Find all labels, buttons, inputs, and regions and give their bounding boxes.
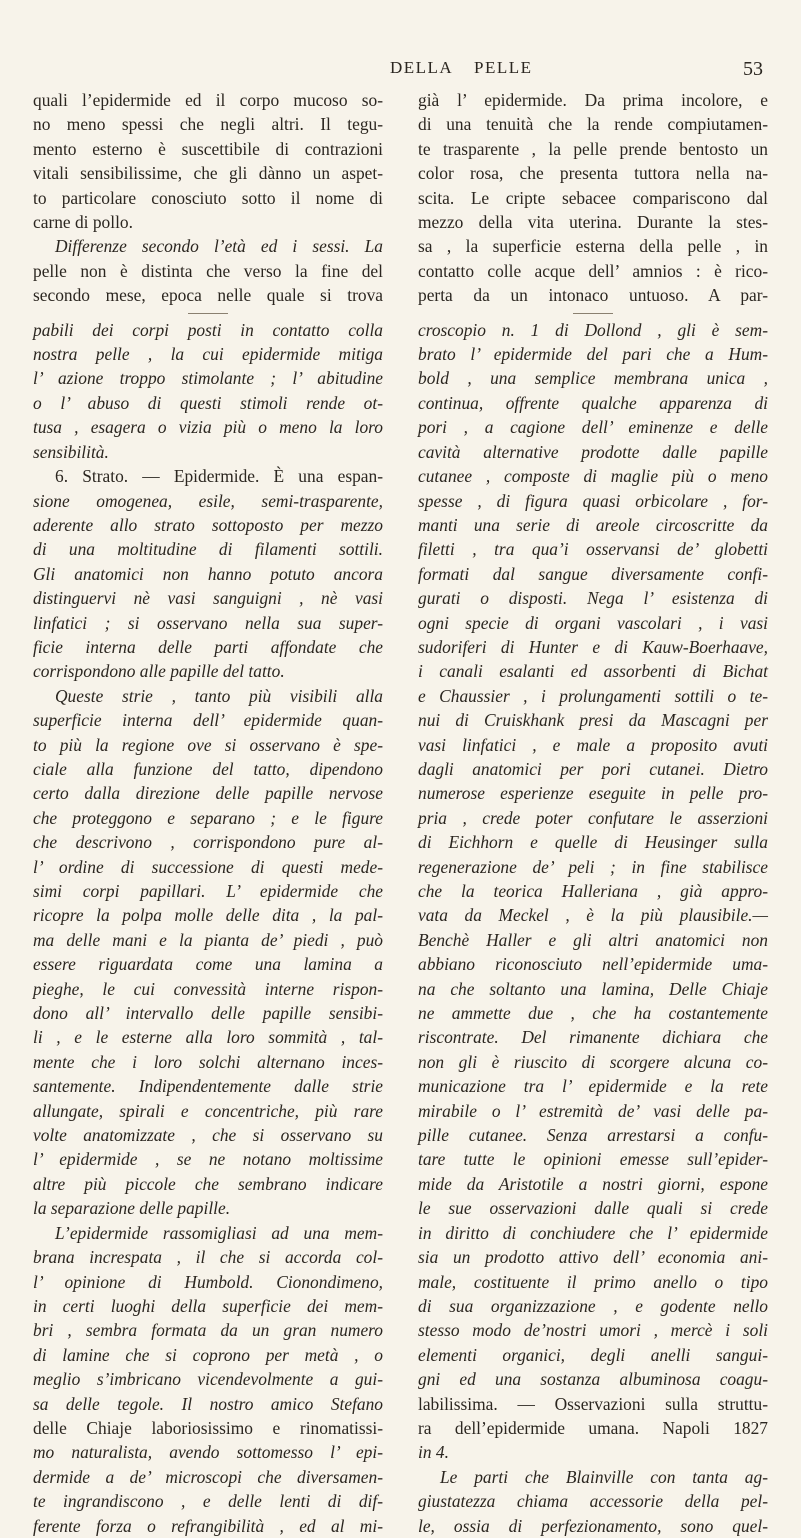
- text-line: santemente. Indipendentemente dalle strie: [33, 1076, 383, 1097]
- text-line: delle Chiaje laboriosissimo e rinomatissi-: [33, 1417, 383, 1438]
- text-line: ne ammette due , che ha costantemente: [418, 1003, 768, 1024]
- text-line: vasi linfatici , e male a proposito avuti: [418, 734, 768, 755]
- text-line: distinguervi nè vasi sanguigni , nè vasi: [33, 588, 383, 609]
- text-line: che la teorica Halleriana , già appro-: [418, 881, 768, 901]
- text-line: simi corpi papillari. L’ epidermide che: [33, 881, 383, 901]
- text-line: mirabile o l’ estremità de’ vasi delle pa-: [418, 1100, 768, 1121]
- text-line: cutanee , composte di maglie più o meno: [418, 466, 768, 487]
- text-line: di una moltitudine di filamenti sottili.: [33, 539, 383, 560]
- text-line: tare tutte le opinioni emesse sull’epider-: [418, 1149, 768, 1170]
- text-line: altre più piccole che sembrano indicare: [33, 1173, 383, 1194]
- text-line: contatto colle acque dell’ amnios : è rico-: [418, 260, 768, 281]
- text-line: scita. Le cripte sebacee compariscono dal: [418, 187, 768, 208]
- text-line: di una tenuità che la rende compiutamen-: [418, 114, 768, 135]
- text-line: li , e le esterne alla loro sommità , tal-: [33, 1027, 383, 1048]
- text-line: croscopio n. 1 di Dollond , gli è sem-: [418, 319, 768, 340]
- text-line: certo dalla direzione delle papille nervose: [33, 783, 383, 804]
- text-line: sudoriferi di Hunter e di Kauw-Boerhaave,: [418, 636, 768, 657]
- text-line: sensibilità.: [33, 441, 109, 462]
- text-line: brato l’ epidermide del pari che a Hum-: [418, 344, 768, 365]
- text-line: gni ed una sostanza albuminosa coagu-: [418, 1369, 768, 1390]
- text-line: labilissima. — Osservazioni sulla struttu-: [418, 1393, 768, 1414]
- text-line: abbiano riconosciuto nell’epidermide uma-: [418, 954, 768, 975]
- text-line: in 4.: [418, 1442, 449, 1463]
- text-line: che proteggono e separano ; e le figure: [33, 807, 383, 828]
- text-line: i canali esalanti ed assorbenti di Bichat: [418, 661, 768, 682]
- text-line: pelle non è distinta che verso la fine del: [33, 260, 383, 281]
- text-line: allungate, spirali e concentriche, più rare: [33, 1100, 383, 1121]
- text-line: te ingrandiscono , e delle lenti di dif-: [33, 1491, 383, 1512]
- text-line: ogni specie di organi vascolari , i vasi: [418, 612, 768, 633]
- text-line: municazione tra l’ epidermide e la rete: [418, 1076, 768, 1097]
- text-line: formati dal sangue diversamente confi-: [418, 563, 768, 584]
- text-line: mento esterno è suscettibile di contrazioni: [33, 138, 383, 159]
- text-line: le sue osservazioni dalle quali si crede: [418, 1198, 768, 1219]
- text-line: numerose esperienze eseguite in pelle pro-: [418, 783, 768, 804]
- text-line: bold , una semplice membrana unica ,: [418, 368, 768, 389]
- text-line: in certi luoghi della superficie dei mem-: [33, 1295, 383, 1316]
- text-line: te trasparente , la pelle prende bentosto un: [418, 138, 768, 159]
- text-line: ficie interna delle parti affondate che: [33, 636, 383, 657]
- text-line: pieghe, le cui convessità interne rispon-: [33, 978, 383, 999]
- text-line: mo naturalista, avendo sottomesso l’ epi-: [33, 1442, 383, 1463]
- text-line: pria , crede poter confutare le asserzioni: [418, 807, 768, 828]
- text-line: Differenze secondo l’età ed i sessi. La: [55, 236, 383, 257]
- text-line: continua, offrente qualche apparenza di: [418, 392, 768, 413]
- text-line: linfatici ; si osservano nella sua super-: [33, 612, 383, 633]
- text-line: di lamine che si coprono per metà , o: [33, 1344, 383, 1365]
- text-line: vitali sensibilissime, che gli dànno un aspet-: [33, 163, 383, 184]
- text-line: superficie interna dell’ epidermide quan-: [33, 710, 383, 731]
- text-line: meglio s’imbricano vicendevolmente a gui-: [33, 1369, 383, 1390]
- divider-rule: [188, 313, 228, 314]
- text-line: Gli anatomici non hanno potuto ancora: [33, 563, 383, 584]
- text-line: carne di pollo.: [33, 212, 133, 233]
- page-number: 53: [743, 58, 763, 80]
- text-line: Benchè Haller e gli altri anatomici non: [418, 929, 768, 950]
- text-line: gurati o disposti. Nega l’ esistenza di: [418, 588, 768, 609]
- text-line: mente che i loro solchi alternano inces-: [33, 1051, 383, 1072]
- text-line: nui di Cruiskhank presi da Mascagni per: [418, 710, 768, 731]
- text-line: di Eichhorn e quelle di Heusinger sulla: [418, 832, 768, 853]
- text-line: to più la regione ove si osservano è spe-: [33, 734, 383, 755]
- running-head: [0, 58, 801, 82]
- text-line: color rosa, che presenta tuttora nella na-: [418, 163, 768, 184]
- text-line: già l’ epidermide. Da prima incolore, e: [418, 90, 768, 110]
- text-line: dermide a de’ microscopi che diversamen-: [33, 1466, 383, 1487]
- text-line: na che soltanto una lamina, Delle Chiaje: [418, 978, 768, 999]
- text-line: male, costituente il primo anello o tipo: [418, 1271, 768, 1292]
- text-line: stesso modo de’nostri umori , mercè i soli: [418, 1320, 768, 1341]
- text-line: secondo mese, epoca nelle quale si trova: [33, 285, 383, 306]
- text-line: ra dell’epidermide umana. Napoli 1827: [418, 1417, 768, 1438]
- text-line: vata da Meckel , è la più plausibile.—: [418, 905, 768, 926]
- text-line: dagli anatomici per pori cutanei. Dietro: [418, 758, 768, 779]
- text-line: regenerazione de’ peli ; in fine stabilisce: [418, 856, 768, 877]
- running-head-left: DELLA: [390, 58, 454, 77]
- text-line: pori , a cagione dell’ eminenze e delle: [418, 417, 768, 438]
- text-line: 6. Strato. — Epidermide. È una espan-: [55, 466, 383, 487]
- text-line: tusa , esagera o vizia più o meno la loro: [33, 417, 383, 438]
- text-line: dono all’ intervallo delle papille sensibi-: [33, 1003, 383, 1024]
- text-line: cavità alternative prodotte dalle papille: [418, 441, 768, 462]
- text-line: mide da Aristotile a nostri giorni, espone: [418, 1173, 768, 1194]
- text-line: le, ossia di perfezionamento, sono quel-: [418, 1515, 768, 1536]
- text-line: giustatezza chiama accessorie della pel-: [418, 1491, 768, 1512]
- text-line: elementi organici, degli anelli sangui-: [418, 1344, 768, 1365]
- text-line: ma delle mani e la pianta de’ piedi , può: [33, 929, 383, 950]
- text-line: ciale alla funzione del tatto, dipendono: [33, 758, 383, 779]
- text-line: l’ epidermide , se ne notano moltissime: [33, 1149, 383, 1170]
- text-line: e Chaussier , i prolungamenti sottili o te-: [418, 685, 768, 706]
- text-line: to particolare conosciuto sotto il nome di: [33, 187, 383, 208]
- text-line: Queste strie , tanto più visibili alla: [55, 685, 383, 706]
- text-line: sa , la superficie esterna della pelle , in: [418, 236, 768, 257]
- text-line: L’epidermide rassomigliasi ad una mem-: [55, 1222, 383, 1243]
- left-column: [33, 88, 383, 1538]
- text-line: in diritto di conchiudere che l’ epidermide: [418, 1222, 768, 1243]
- text-line: sia un prodotto attivo dell’ economia ani-: [418, 1247, 768, 1268]
- text-line: che descrivono , corrispondono pure al-: [33, 832, 383, 853]
- text-line: sa delle tegole. Il nostro amico Stefano: [33, 1393, 383, 1414]
- text-line: l’ ordine di successione di questi mede-: [33, 856, 383, 877]
- text-line: l’ azione troppo stimolante ; l’ abitudine: [33, 368, 383, 389]
- right-column: [418, 88, 768, 1538]
- text-line: ferente forza o refrangibilità , ed al mi-: [33, 1515, 383, 1536]
- text-line: nostra pelle , la cui epidermide mitiga: [33, 344, 383, 365]
- text-line: corrispondono alle papille del tatto.: [33, 661, 285, 682]
- text-line: Le parti che Blainville con tanta ag-: [440, 1466, 768, 1487]
- text-line: aderente allo strato sottoposto per mezzo: [33, 514, 383, 535]
- text-line: pille cutanee. Senza arrestarsi a confu-: [418, 1125, 768, 1146]
- text-line: non gli è riuscito di scorgere alcuna co-: [418, 1051, 768, 1072]
- column-divider: [33, 308, 383, 318]
- text-line: bri , sembra formata da un gran numero: [33, 1320, 383, 1341]
- text-line: riscontrate. Del rimanente dichiara che: [418, 1027, 768, 1048]
- text-line: brana increspata , il che si accorda col-: [33, 1247, 383, 1268]
- text-line: mezzo della vita uterina. Durante la stes-: [418, 212, 768, 233]
- text-line: la separazione delle papille.: [33, 1198, 231, 1219]
- running-head-right: PELLE: [474, 58, 533, 77]
- text-line: quali l’epidermide ed il corpo mucoso so-: [33, 90, 383, 110]
- text-line: no meno spessi che negli altri. Il tegu-: [33, 114, 383, 135]
- text-line: ricopre la polpa molle delle dita , la pal-: [33, 905, 383, 926]
- text-line: l’ opinione di Humbold. Cionondimeno,: [33, 1271, 383, 1292]
- text-line: sione omogenea, esile, semi-trasparente,: [33, 490, 383, 511]
- text-line: volte anatomizzate , che si osservano su: [33, 1125, 383, 1146]
- text-line: o l’ abuso di questi stimoli rende ot-: [33, 392, 383, 413]
- text-line: perta da un intonaco untuoso. A par-: [418, 285, 768, 306]
- text-line: pabili dei corpi posti in contatto colla: [33, 319, 383, 340]
- text-line: spesse , di figura quasi orbicolare , for-: [418, 490, 768, 511]
- divider-rule: [573, 313, 613, 314]
- text-line: essere riguardata come una lamina a: [33, 954, 383, 975]
- text-line: manti una serie di areole circoscritte da: [418, 514, 768, 535]
- text-line: filetti , tra qua’i osservansi de’ globetti: [418, 539, 768, 560]
- text-line: di sua organizzazione , e godente nello: [418, 1295, 768, 1316]
- column-divider: [418, 308, 768, 318]
